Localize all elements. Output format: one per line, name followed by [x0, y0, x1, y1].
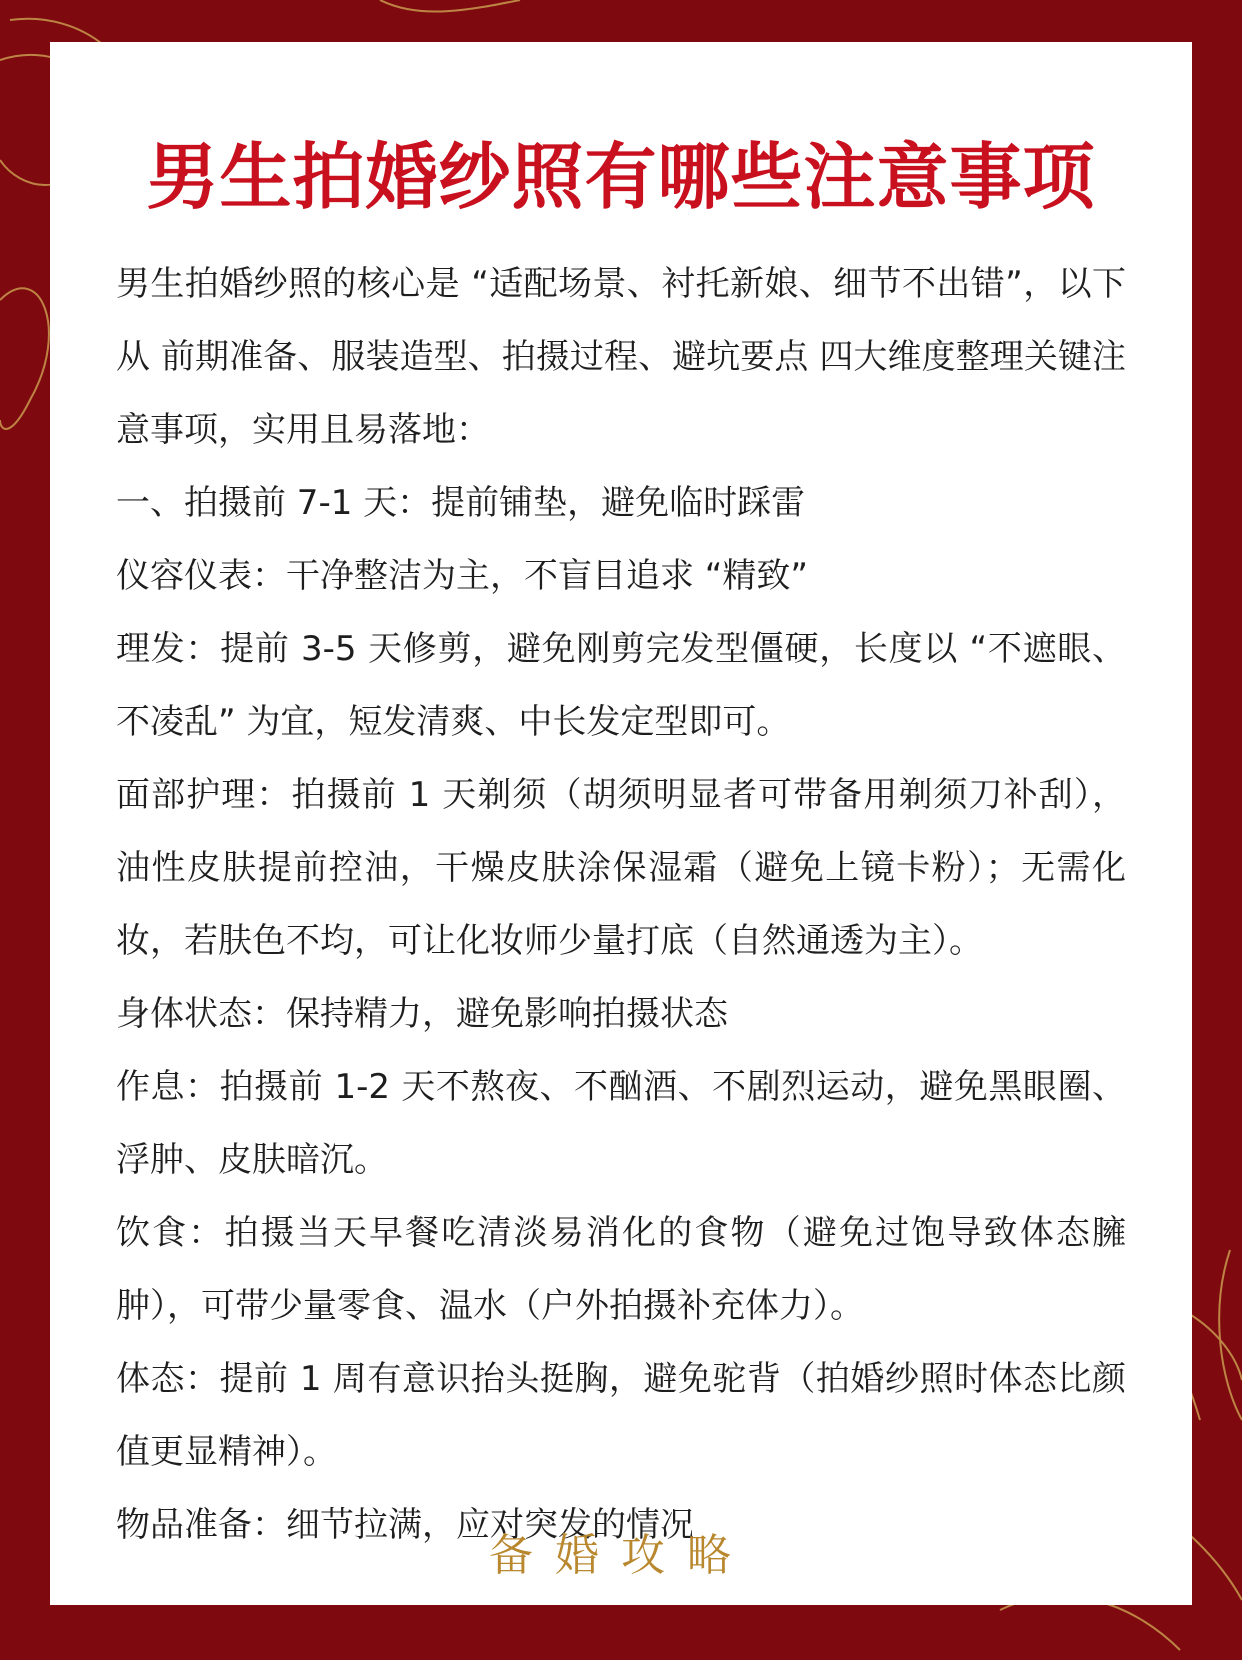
tip-diet: 饮食：拍摄当天早餐吃清淡易消化的食物（避免过饱导致体态臃肿），可带少量零食、温水（户外拍摄补充体力）。 — [116, 1213, 1126, 1326]
page-title: 男生拍婚纱照有哪些注意事项 — [146, 135, 1096, 219]
tip-face-care: 面部护理：拍摄前 1 天剃须（胡须明显者可带备用剃须刀补刮），油性皮肤提前控油，干燥皮肤涂保湿霜（避免上镜卡粉）；无需化妆，若肤色不均，可让化妆师少量打底（自然通透为主）。 — [116, 775, 1126, 961]
footer-label: 备婚攻略 — [489, 1530, 753, 1581]
intro-paragraph: 男生拍婚纱照的核心是 “适配场景、衬托新娘、细节不出错”，以下从 前期准备、服装造型、拍摄过程、避坑要点 四大维度整理关键注意事项，实用且易落地： — [116, 264, 1126, 450]
article-body — [116, 248, 1126, 1562]
tip-rest: 作息：拍摄前 1-2 天不熬夜、不酗酒、不剧烈运动，避免黑眼圈、浮肿、皮肤暗沉。 — [116, 1067, 1126, 1180]
section-heading: 一、拍摄前 7-1 天：提前铺垫，避免临时踩雷 — [116, 483, 806, 523]
content-card — [50, 42, 1192, 1605]
subheading-body-state: 身体状态：保持精力，避免影响拍摄状态 — [116, 994, 728, 1034]
tip-posture: 体态：提前 1 周有意识抬头挺胸，避免驼背（拍婚纱照时体态比颜值更显精神）。 — [116, 1359, 1126, 1472]
subheading-appearance: 仪容仪表：干净整洁为主，不盲目追求 “精致” — [116, 556, 809, 596]
subheading-items: 物品准备：细节拉满，应对突发的情况 — [116, 1505, 694, 1545]
tip-haircut: 理发：提前 3-5 天修剪，避免刚剪完发型僵硬，长度以 “不遮眼、不凌乱” 为宜，短发清爽、中长发定型即可。 — [116, 629, 1126, 742]
